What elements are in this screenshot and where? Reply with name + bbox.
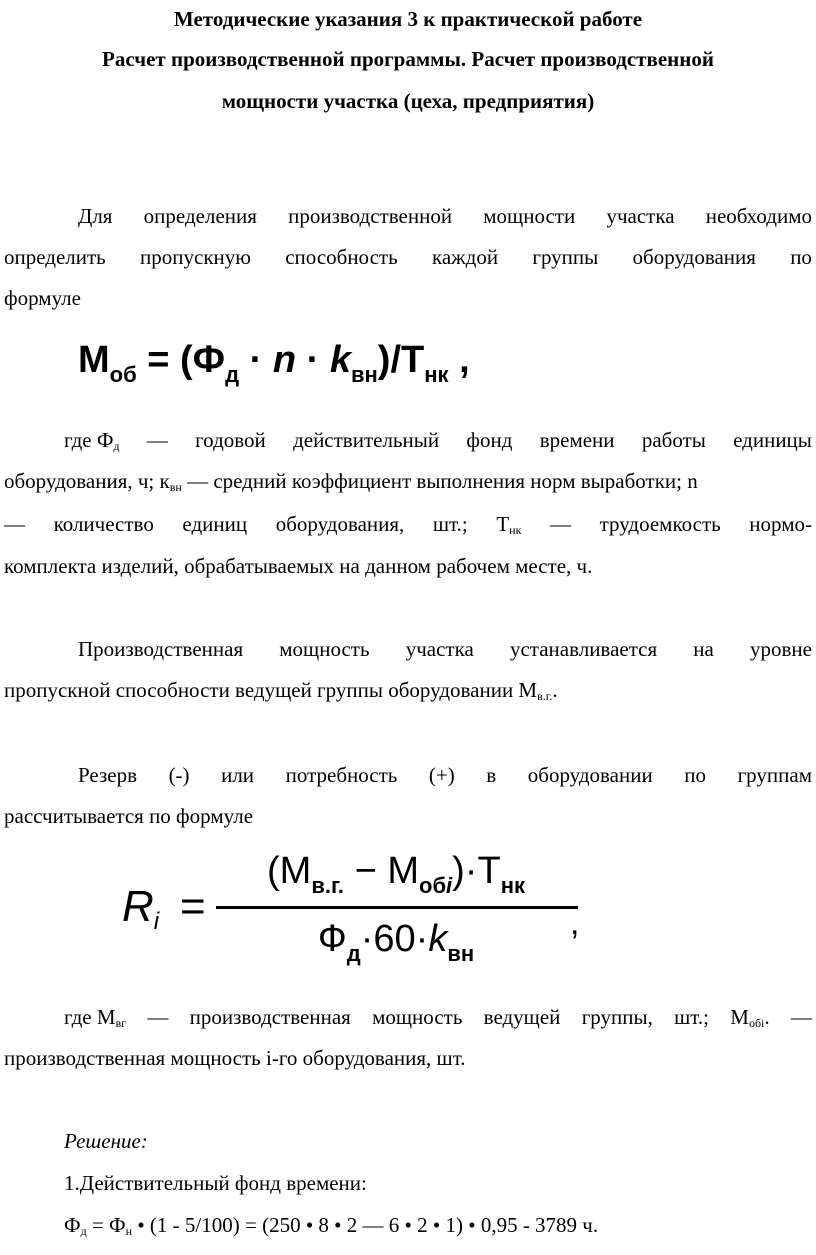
- subscript: вн: [169, 480, 182, 494]
- formula-numerator: [216, 850, 576, 899]
- formula-subscript: д: [346, 941, 361, 966]
- formula-symbol: = (Ф: [136, 339, 226, 381]
- word: потребность: [285, 763, 398, 787]
- word: —: [146, 428, 168, 452]
- word: единиц: [182, 512, 248, 536]
- para5-line-2: производственная мощность і-го оборудования, шт.: [4, 1046, 466, 1070]
- word: способность: [285, 245, 398, 269]
- formula-symbol: ·: [296, 339, 330, 381]
- subscript: д: [113, 439, 120, 453]
- para4-line-2: рассчитывается по формуле: [4, 804, 254, 828]
- formula-subscript: нк: [500, 873, 525, 898]
- text: = Ф: [86, 1213, 126, 1237]
- formula-comma: ,: [570, 904, 580, 942]
- word: пропускную: [140, 245, 251, 269]
- word: каждой: [431, 245, 499, 269]
- para1-line-1: [78, 203, 812, 229]
- word: Производственная: [78, 637, 244, 661]
- formula-reserve: [118, 850, 598, 980]
- word: действительный: [293, 428, 440, 452]
- doc-title-line-3: мощности участка (цеха, предприятия): [221, 89, 595, 113]
- text: пропускной способности ведущей группы оборудовании М: [4, 678, 538, 702]
- doc-title-line-2: Расчет производственной программы. Расчет производственной: [102, 47, 714, 71]
- doc-title-line-1: Методические указания 3 к практической работе: [173, 7, 643, 31]
- word: группам: [737, 763, 812, 787]
- subscript: в.г.: [537, 689, 553, 703]
- word: группы,: [581, 1005, 653, 1029]
- word: ведущей: [483, 1005, 561, 1029]
- word: (-): [168, 763, 190, 787]
- word: определения: [143, 204, 257, 228]
- formula-throughput: [78, 338, 470, 397]
- word: работы: [641, 428, 706, 452]
- formula-symbol: Ф: [317, 918, 347, 960]
- formula-symbol: )·Т: [452, 850, 501, 892]
- word: [730, 1004, 769, 1036]
- formula-symbol: ·60·: [360, 918, 429, 960]
- subscript: обі: [748, 1016, 765, 1030]
- formula-symbol: R: [122, 882, 154, 931]
- solution-item-1: 1.Действительный фонд времени:: [64, 1171, 367, 1195]
- word: уровне: [749, 637, 812, 661]
- formula-symbol: М: [78, 339, 110, 381]
- para2-line-2: [4, 468, 812, 500]
- word: участка: [405, 637, 474, 661]
- word: или: [221, 763, 255, 787]
- word-text: Т: [496, 512, 510, 536]
- word: по: [790, 245, 812, 269]
- subscript: н: [125, 1224, 133, 1238]
- formula-subscript: i: [153, 908, 160, 935]
- subscript: вг: [115, 1016, 127, 1030]
- word: Для: [78, 204, 113, 228]
- text: .: [552, 678, 558, 702]
- formula-subscript-text: об: [419, 873, 447, 898]
- word: определить: [4, 245, 106, 269]
- formula-symbol: n: [272, 339, 297, 381]
- para3-line-1: [78, 636, 812, 662]
- formula-subscript: вн: [447, 941, 475, 966]
- text: — средний коэффициент выполнения норм выработки; n: [181, 469, 698, 493]
- word: участка: [606, 204, 675, 228]
- word: устанавливается: [509, 637, 658, 661]
- subscript: д: [80, 1224, 87, 1238]
- word: —: [790, 1005, 812, 1029]
- word: по: [684, 763, 707, 787]
- formula-subscript: д: [225, 362, 240, 387]
- formula-symbol: ,: [448, 339, 470, 381]
- formula-subscript: [419, 873, 452, 898]
- solution-label: Решение:: [64, 1129, 148, 1153]
- word: нормо-: [749, 512, 812, 536]
- formula-symbol: )/Т: [377, 339, 425, 381]
- word: [64, 1004, 126, 1036]
- word: оборудовании: [527, 763, 653, 787]
- word: оборудования: [632, 245, 756, 269]
- word: Резерв: [78, 763, 138, 787]
- para1-line-3: формуле: [4, 286, 81, 310]
- formula-subscript: нк: [424, 362, 449, 387]
- word: —: [147, 1005, 169, 1029]
- word: годовой: [195, 428, 266, 452]
- solution-calc: [64, 1212, 812, 1244]
- word: [496, 511, 521, 543]
- formula-denominator: [216, 918, 576, 967]
- word: (+): [428, 763, 455, 787]
- word: в: [486, 763, 497, 787]
- formula-equals: =: [180, 882, 206, 931]
- word: трудоемкость: [599, 512, 721, 536]
- fraction-bar: [216, 906, 578, 909]
- word-text: .: [764, 1005, 770, 1029]
- formula-subscript: об: [109, 362, 137, 387]
- word: фонд: [466, 428, 513, 452]
- para4-line-1: [78, 762, 812, 788]
- word: шт.;: [674, 1005, 709, 1029]
- formula-symbol: − М: [344, 850, 419, 892]
- formula-symbol: k: [428, 918, 448, 960]
- word: оборудования,: [275, 512, 405, 536]
- word: группы: [532, 245, 599, 269]
- word: производственной: [288, 204, 453, 228]
- word: необходимо: [705, 204, 812, 228]
- word: —: [4, 512, 25, 536]
- word: единицы: [733, 428, 812, 452]
- word: [64, 427, 120, 459]
- para2-line-1: [64, 427, 812, 459]
- formula-subscript: вн: [350, 362, 378, 387]
- word: шт.;: [432, 512, 468, 536]
- word: мощности: [483, 204, 576, 228]
- word: производственная: [189, 1005, 351, 1029]
- para2-line-3: [4, 511, 812, 543]
- formula-subscript-index: i: [446, 873, 453, 898]
- formula-symbol: ·: [239, 339, 273, 381]
- formula-lhs: [122, 882, 159, 936]
- text: оборудования, ч; к: [4, 469, 170, 493]
- word: —: [550, 512, 571, 536]
- word: на: [693, 637, 714, 661]
- word: времени: [539, 428, 615, 452]
- para5-line-1: [64, 1004, 812, 1036]
- para3-line-2: [4, 677, 812, 709]
- subscript: нк: [509, 523, 522, 537]
- formula-subscript: в.г.: [311, 873, 345, 898]
- text: Ф: [64, 1213, 81, 1237]
- text: • (1 - 5/100) = (250 • 8 • 2 — 6 • 2 • 1) • 0,95 - 3789 ч.: [132, 1213, 599, 1237]
- word-text: где Ф: [64, 428, 114, 452]
- word: количество: [53, 512, 154, 536]
- word-text: где М: [64, 1005, 116, 1029]
- word: мощность: [279, 637, 370, 661]
- formula-symbol: (М: [267, 850, 312, 892]
- para1-line-2: [4, 244, 812, 270]
- para2-line-4: комплекта изделий, обрабатываемых на данном рабочем месте, ч.: [4, 554, 593, 578]
- word-text: М: [730, 1005, 749, 1029]
- word: мощность: [372, 1005, 463, 1029]
- formula-symbol: k: [329, 339, 351, 381]
